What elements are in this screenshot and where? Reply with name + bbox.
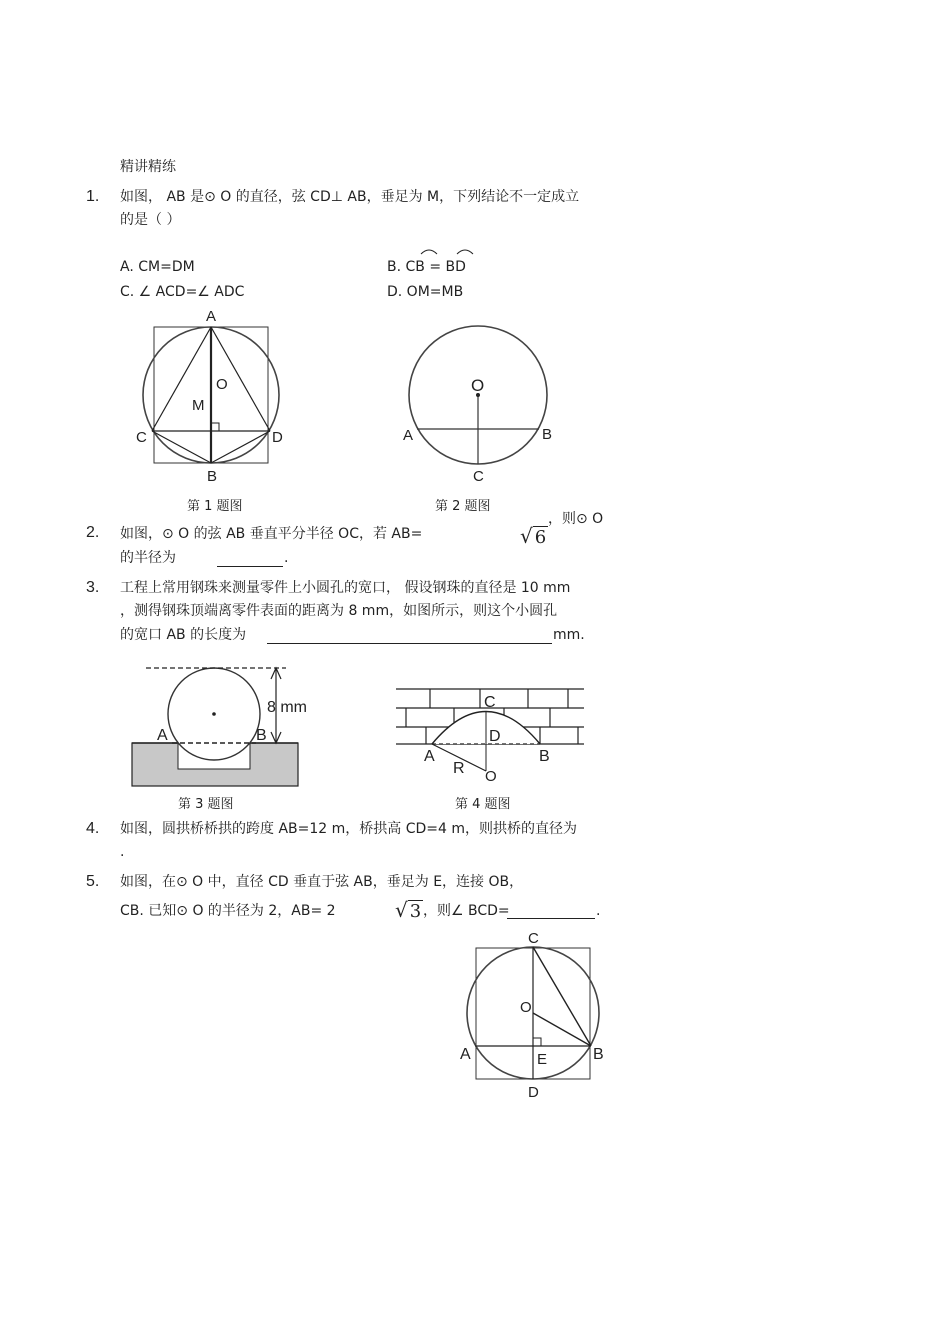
q1-option-a: A. CM=DM xyxy=(120,259,195,275)
q2-sqrt-value: 6 xyxy=(534,527,547,548)
fig3-dimension-label: 8 mm xyxy=(267,699,307,716)
fig5-label-d: D xyxy=(528,1084,539,1101)
fig5-label-a: A xyxy=(460,1046,471,1063)
question-4-number: 4. xyxy=(86,820,100,837)
question-4-line-2: . xyxy=(120,844,125,860)
fig2-label-c: C xyxy=(473,468,484,485)
question-2-text: 如图，⊙ O 的弦 AB 垂直平分半径 OC，若 AB= xyxy=(120,526,423,542)
q5-sqrt xyxy=(395,898,423,922)
fig1-cb xyxy=(152,431,211,463)
fig1-label-a: A xyxy=(206,308,217,325)
question-1-number: 1. xyxy=(86,188,100,205)
fig4-label-a: A xyxy=(424,748,435,765)
question-3-line-1: 工程上常用钢珠来测量零件上小圆孔的宽口， 假设钢珠的直径是 10 mm xyxy=(120,580,571,596)
figure-4-caption: 第 4 题图 xyxy=(455,797,511,812)
fig2-label-a: A xyxy=(403,427,414,444)
figure-1-caption: 第 1 题图 xyxy=(187,499,243,514)
figure-1 xyxy=(130,305,290,487)
q3-answer-blank[interactable] xyxy=(267,643,552,644)
q2-answer-blank[interactable] xyxy=(217,566,283,567)
fig5-ob xyxy=(533,1013,591,1046)
fig1-right-angle-mark xyxy=(211,423,219,431)
q2-sqrt xyxy=(520,524,548,548)
fig4-label-o: O xyxy=(485,768,497,785)
fig5-label-o: O xyxy=(520,999,532,1016)
question-1-line-1: 如图， AB 是⊙ O 的直径，弦 CD⊥ AB，垂足为 M，下列结论不一定成立 xyxy=(120,189,580,205)
question-3-line-2: ，测得钢珠顶端离零件表面的距离为 8 mm，如图所示，则这个小圆孔 xyxy=(120,603,558,619)
fig5-label-e: E xyxy=(537,1051,548,1068)
q1-option-b-equals: = xyxy=(424,259,446,275)
q3-line-3-end: mm. xyxy=(553,627,585,643)
fig5-cb xyxy=(533,947,591,1046)
q1-option-c: C. ∠ ACD=∠ ADC xyxy=(120,284,245,300)
fig3-ball-center xyxy=(212,712,216,716)
fig4-label-c: C xyxy=(484,694,496,711)
q1-option-b-prefix: B. xyxy=(387,259,406,275)
fig1-label-d: D xyxy=(272,429,283,446)
fig2-label-o: O xyxy=(471,376,485,395)
fig3-label-b: B xyxy=(256,727,267,744)
q1-option-b-arc-1: CB xyxy=(405,259,425,275)
figure-4 xyxy=(390,683,590,793)
fig4-label-d: D xyxy=(489,728,501,745)
figure-5 xyxy=(455,928,615,1104)
figure-3 xyxy=(120,655,320,795)
fig3-label-a: A xyxy=(157,727,168,744)
question-1-line-2: 的是（ ） xyxy=(120,212,181,228)
question-5-line-2: CB. 已知⊙ O 的半径为 2，AB= 2 xyxy=(120,903,336,919)
q1-option-b-arc-2: BD xyxy=(445,259,466,275)
fig1-ac xyxy=(152,327,211,431)
q2-line-2-end: . xyxy=(284,550,289,566)
figure-2 xyxy=(395,315,565,487)
question-5-line-1: 如图，在⊙ O 中，直径 CD 垂直于弦 AB，垂足为 E，连接 OB， xyxy=(120,874,524,890)
question-5-line-2-after: ，则∠ BCD= xyxy=(423,903,510,919)
sqrt-icon: √ xyxy=(520,524,533,548)
figure-2-caption: 第 2 题图 xyxy=(435,499,491,514)
section-title: 精讲精练 xyxy=(120,159,176,175)
fig5-label-b: B xyxy=(593,1046,604,1063)
fig4-label-r: R xyxy=(453,760,465,777)
fig1-label-c: C xyxy=(136,429,147,446)
question-5-number: 5. xyxy=(86,873,100,890)
q5-line-2-end: . xyxy=(596,903,601,919)
sqrt-icon: √ xyxy=(395,898,408,922)
fig5-label-c: C xyxy=(528,930,539,947)
q5-sqrt-value: 3 xyxy=(409,901,422,922)
arc-marks-icon xyxy=(415,244,485,258)
question-2-number: 2. xyxy=(86,524,100,541)
fig5-right-angle-mark xyxy=(533,1038,541,1046)
fig1-label-o: O xyxy=(216,376,228,393)
question-4-line-1: 如图，圆拱桥桥拱的跨度 AB=12 m，桥拱高 CD=4 m，则拱桥的直径为 xyxy=(120,821,577,837)
question-3-line-3: 的宽口 AB 的长度为 xyxy=(120,627,247,643)
fig4-label-b: B xyxy=(539,748,550,765)
q5-answer-blank[interactable] xyxy=(507,918,595,919)
question-2-text-after: ，则⊙ O xyxy=(548,511,604,527)
fig1-label-b: B xyxy=(207,468,218,485)
question-2-line-2: 的半径为 xyxy=(120,550,176,566)
question-3-number: 3. xyxy=(86,579,100,596)
figure-3-caption: 第 3 题图 xyxy=(178,797,234,812)
fig2-label-b: B xyxy=(542,426,553,443)
q1-option-d: D. OM=MB xyxy=(387,284,464,300)
fig1-db xyxy=(211,431,270,463)
q1-option-b xyxy=(387,258,466,276)
fig1-label-m: M xyxy=(192,397,205,414)
